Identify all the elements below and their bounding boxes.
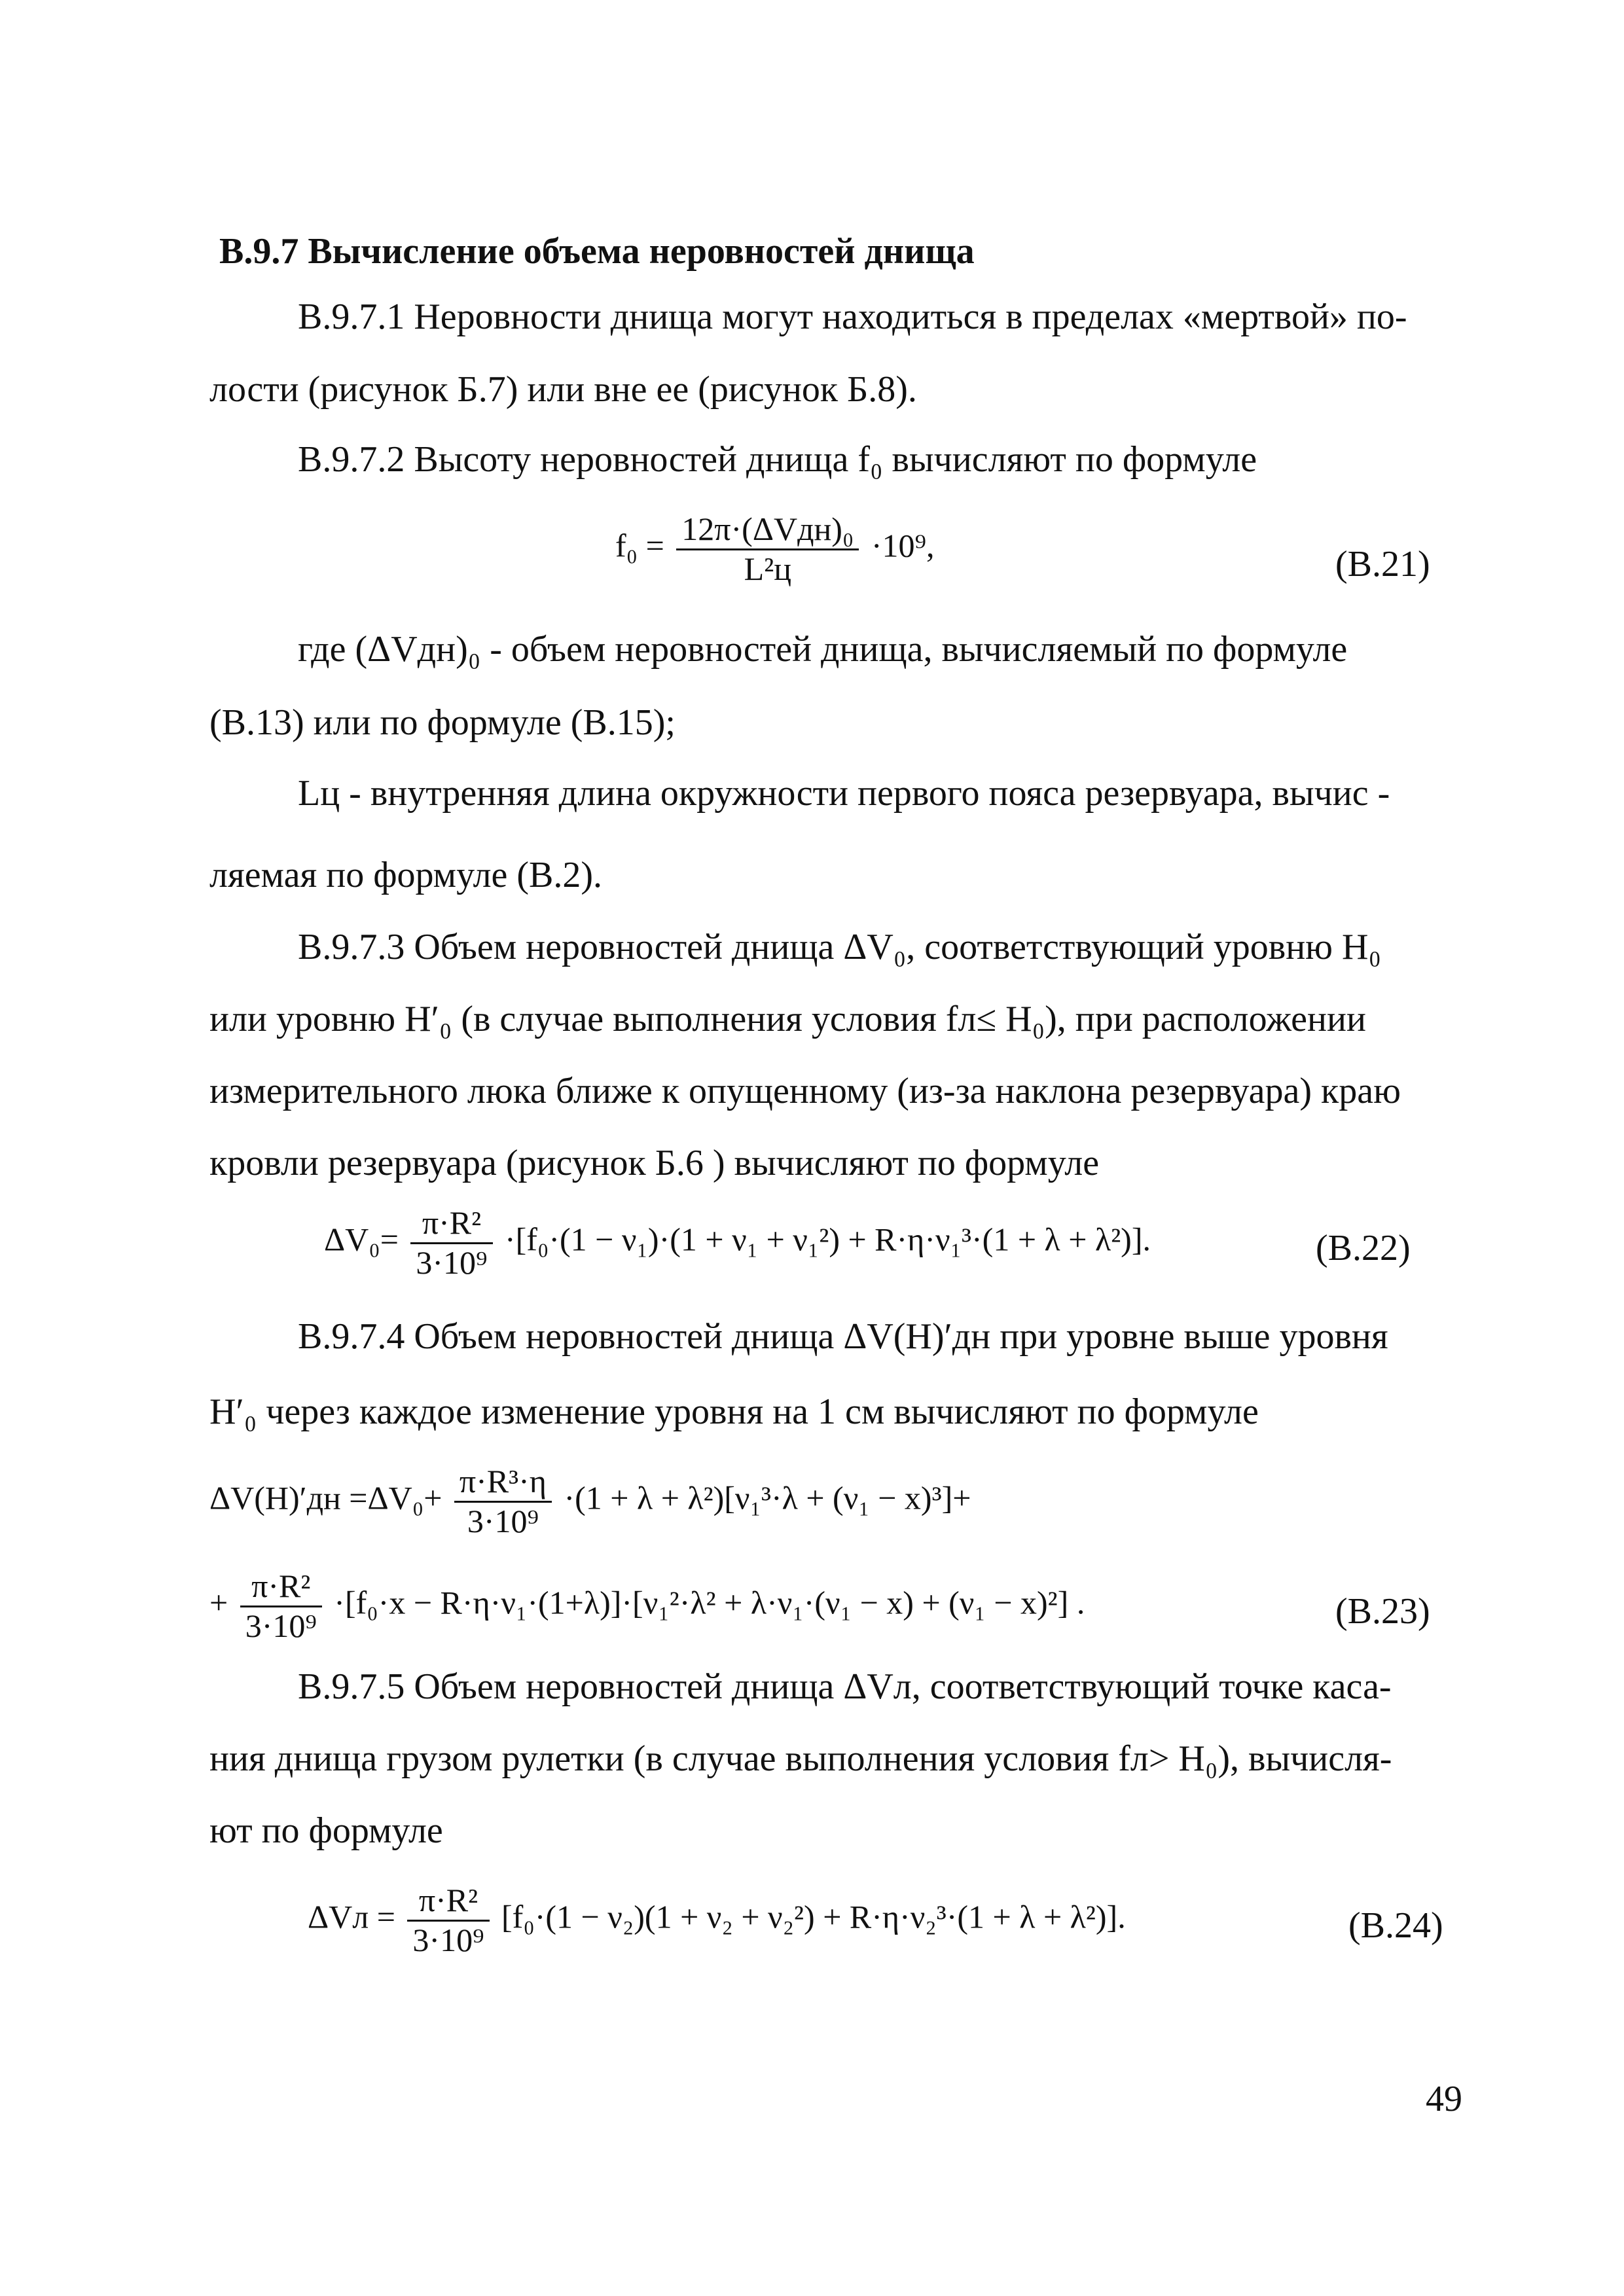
equation-b24-lhs: ΔVл = [308,1898,395,1935]
equation-b23-line2-fraction [240,1568,322,1645]
paragraph-b973-line4: кровли резервуара (рисунок Б.6 ) вычисляют по формуле [209,1143,1100,1183]
equation-b21-rhs: ·10⁹, [871,527,935,564]
paragraph-b973-line2: или уровню H′₀ (в случае выполнения условия fл≤ H₀), при расположении [209,999,1366,1039]
page-number: 49 [1426,2079,1462,2119]
paragraph-b975-line1: В.9.7.5 Объем неровностей днища ΔVл, соответствующий точке каса- [298,1666,1392,1707]
paragraph-b974-line2: H′₀ через каждое изменение уровня на 1 см вычисляют по формуле [209,1391,1259,1432]
equation-b24-body: [f₀·(1 − ν₂)(1 + ν₂ + ν₂²) + R·η·ν₂³·(1 + λ + λ²)]. [501,1898,1126,1935]
equation-b22 [324,1204,1151,1282]
section-heading: В.9.7 Вычисление объема неровностей днища [219,231,975,272]
paragraph-b971-line2: лости (рисунок Б.7) или вне ее (рисунок Б.8). [209,369,917,410]
equation-b22-denominator: 3·10⁹ [416,1244,488,1281]
equation-b22-fraction [410,1204,492,1282]
equation-b22-label: (В.22) [1316,1228,1411,1268]
paragraph-where-line1: где (ΔVдн)₀ - объем неровностей днища, вычисляемый по формуле [298,629,1348,670]
equation-b21-lhs: f₀ = [615,527,664,564]
paragraph-b975-line3: ют по формуле [209,1810,443,1851]
paragraph-b975-line2: ния днища грузом рулетки (в случае выполнения условия fл> H₀), вычисля- [209,1738,1392,1779]
equation-b22-body: ·[f₀·(1 − ν₁)·(1 + ν₁ + ν₁²) + R·η·ν₁³·(1 + λ + λ²)]. [505,1221,1151,1258]
equation-b21-fraction [676,511,859,588]
equation-b24-numerator: π·R² [407,1882,489,1922]
equation-b23-line2-lhs: + [209,1584,228,1621]
paragraph-lc-line1: Lц - внутренняя длина окружности первого пояса резервуара, вычис - [298,773,1390,814]
equation-b21-numerator: 12π·(ΔVдн)₀ [676,511,859,550]
equation-b23-line2-numerator: π·R² [240,1568,322,1607]
equation-b21 [615,511,934,588]
equation-b24 [308,1882,1126,1959]
equation-b21-label: (В.21) [1335,544,1430,584]
paragraph-b973-line3: измерительного люка ближе к опущенному (из-за наклона резервуара) краю [209,1071,1401,1111]
equation-b23-line2 [209,1568,1085,1645]
equation-b23-label: (В.23) [1335,1591,1430,1632]
paragraph-b974-line1: В.9.7.4 Объем неровностей днища ΔV(H)′дн при уровне выше уровня [298,1316,1388,1357]
paragraph-b971-line1: В.9.7.1 Неровности днища могут находиться в пределах «мертвой» по- [298,296,1407,337]
equation-b23-line1-lhs: ΔV(H)′дн =ΔV₀+ [209,1479,442,1516]
equation-b23-line1-body: ·(1 + λ + λ²)[ν₁³·λ + (ν₁ − x)³]+ [564,1479,971,1516]
paragraph-where-line2: (В.13) или по формуле (В.15); [209,702,676,743]
equation-b23-line1-numerator: π·R³·η [454,1463,552,1503]
equation-b22-numerator: π·R² [410,1204,492,1244]
equation-b21-denominator: L²ц [744,550,791,587]
equation-b23-line1 [209,1463,971,1540]
paragraph-b973-line1: В.9.7.3 Объем неровностей днища ΔV₀, соответствующий уровню H₀ [298,927,1381,967]
paragraph-lc-line2: ляемая по формуле (В.2). [209,855,603,895]
equation-b23-line1-denominator: 3·10⁹ [467,1502,539,1539]
equation-b23-line1-fraction [454,1463,552,1540]
equation-b22-lhs: ΔV₀= [324,1221,399,1258]
equation-b23-line2-body: ·[f₀·x − R·η·ν₁·(1+λ)]·[ν₁²·λ² + λ·ν₁·(ν₁ − x) + (ν₁ − x)²] . [334,1584,1085,1621]
equation-b23-line2-denominator: 3·10⁹ [245,1607,317,1644]
equation-b24-fraction [407,1882,489,1959]
equation-b24-denominator: 3·10⁹ [412,1921,484,1958]
equation-b24-label: (В.24) [1348,1905,1443,1946]
paragraph-b972-line1: В.9.7.2 Высоту неровностей днища f₀ вычисляют по формуле [298,439,1257,480]
